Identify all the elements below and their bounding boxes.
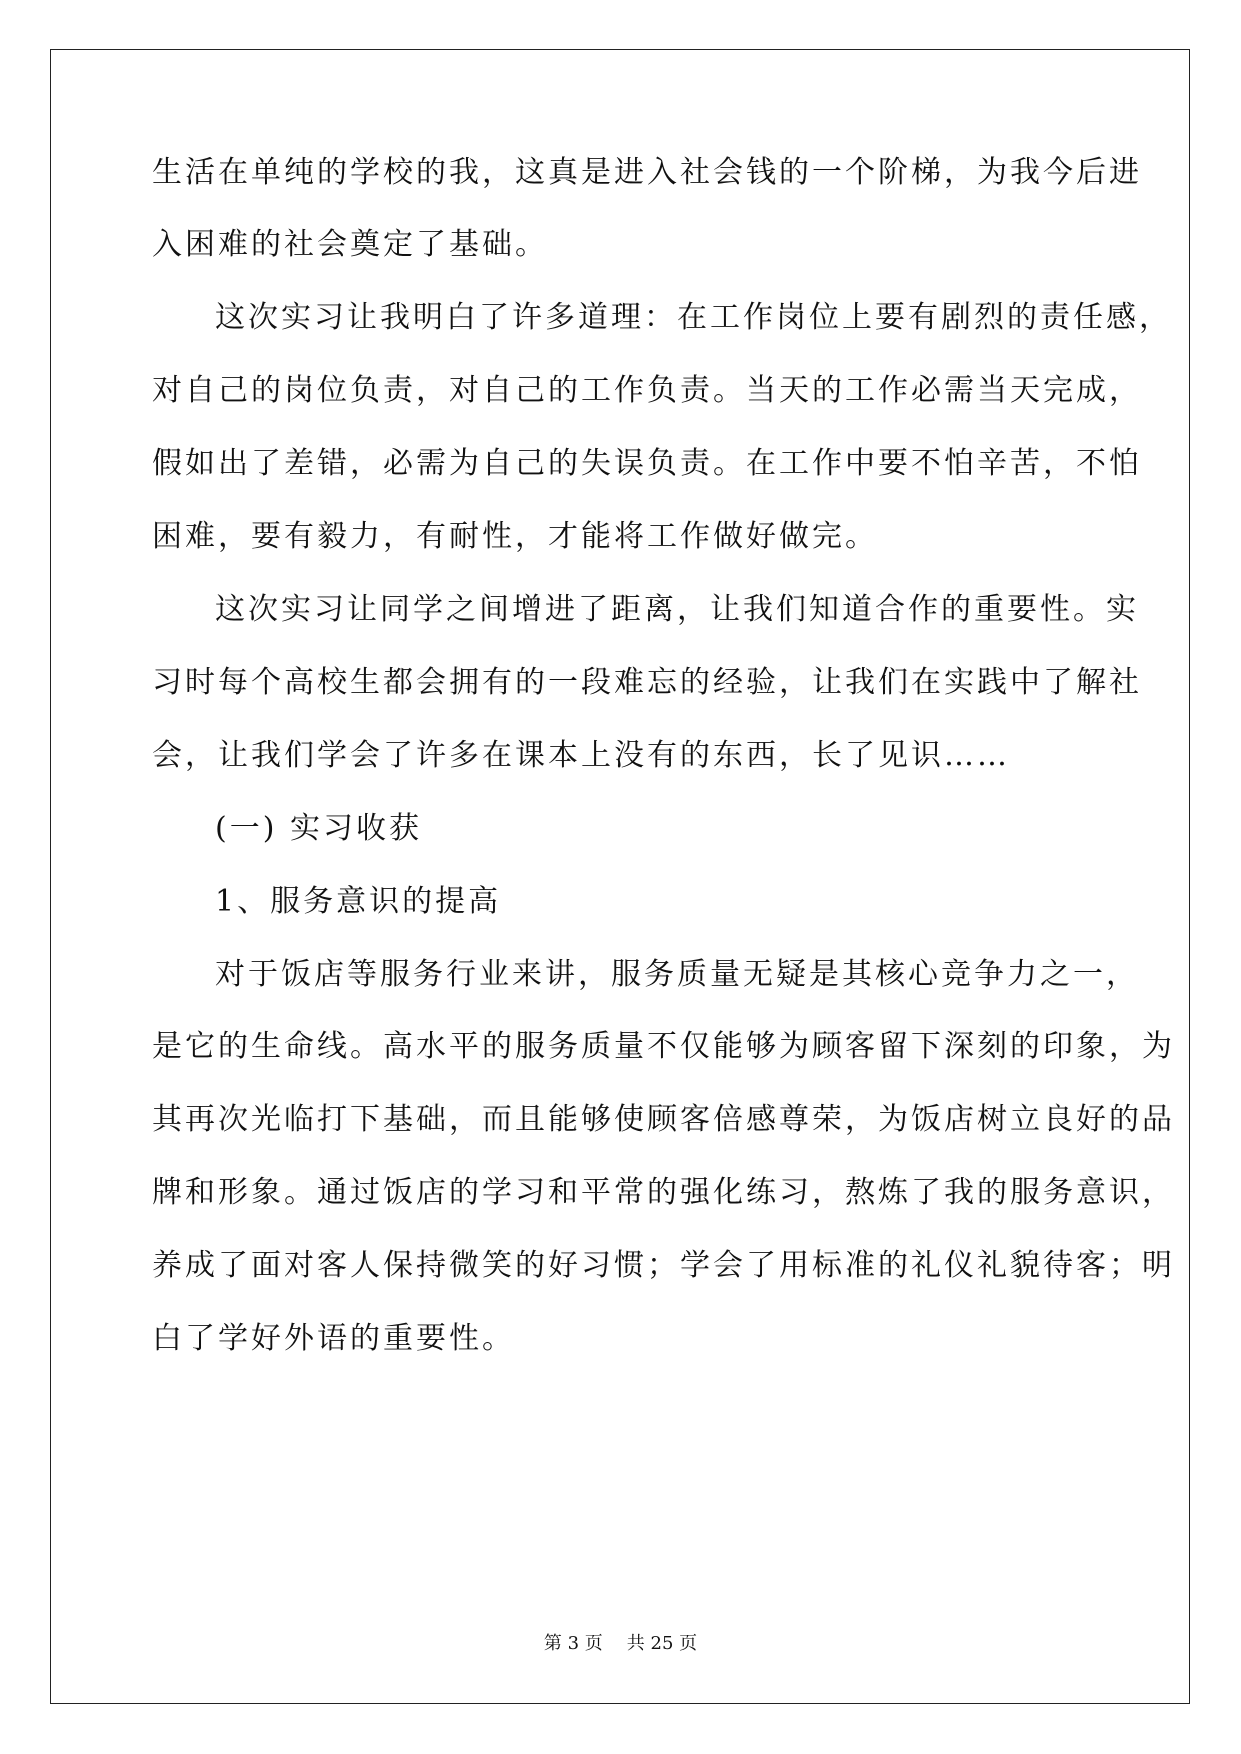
text-line: 牌和形象。通过饭店的学习和平常的强化练习，熬炼了我的服务意识， <box>152 1175 1175 1210</box>
paragraph-start: 这次实习让我明白了许多道理：在工作岗位上要有剧烈的责任感， <box>215 300 1172 335</box>
text-line: 对自己的岗位负责，对自己的工作负责。当天的工作必需当天完成， <box>152 373 1142 408</box>
text-line: 是它的生命线。高水平的服务质量不仅能够为顾客留下深刻的印象，为 <box>152 1029 1175 1064</box>
page-number: 第 3 页 <box>543 1633 603 1654</box>
text-line: 会，让我们学会了许多在课本上没有的东西，长了见识…… <box>152 738 1010 773</box>
text-line: 生活在单纯的学校的我，这真是进入社会钱的一个阶梯，为我今后进 <box>152 155 1142 190</box>
section-heading: (一) 实习收获 <box>215 811 422 846</box>
paragraph-start: 这次实习让同学之间增进了距离，让我们知道合作的重要性。实 <box>215 592 1139 627</box>
text-line: 困难，要有毅力，有耐性，才能将工作做好做完。 <box>152 519 878 554</box>
subsection-heading: 1、服务意识的提高 <box>215 884 502 919</box>
text-line: 养成了面对客人保持微笑的好习惯；学会了用标准的礼仪礼貌待客；明 <box>152 1248 1175 1283</box>
text-line: 入困难的社会奠定了基础。 <box>152 227 548 262</box>
text-line: 其再次光临打下基础，而且能够使顾客倍感尊荣，为饭店树立良好的品 <box>152 1102 1175 1137</box>
page-total: 共 25 页 <box>626 1633 698 1654</box>
page-footer <box>0 1632 1241 1656</box>
text-line: 假如出了差错，必需为自己的失误负责。在工作中要不怕辛苦，不怕 <box>152 446 1142 481</box>
text-line: 白了学好外语的重要性。 <box>152 1321 515 1356</box>
paragraph-start: 对于饭店等服务行业来讲，服务质量无疑是其核心竞争力之一， <box>215 957 1139 992</box>
text-line: 习时每个高校生都会拥有的一段难忘的经验，让我们在实践中了解社 <box>152 665 1142 700</box>
